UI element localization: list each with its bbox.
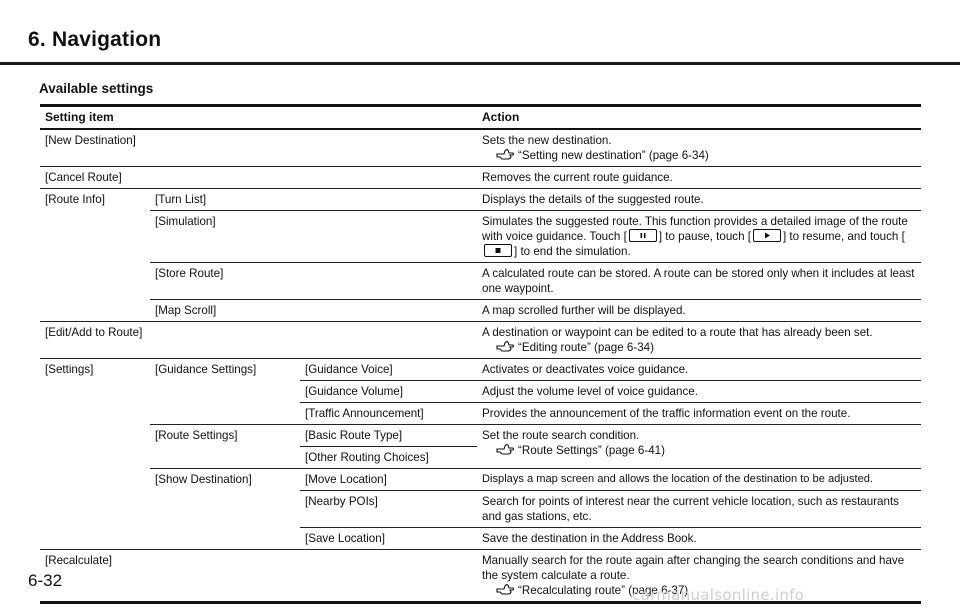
row-item: [New Destination] [45, 134, 136, 147]
row-item: [Recalculate] [40, 550, 477, 603]
row-action: Search for points of interest near the current vehicle location, such as restaurants and gas stations, etc. [477, 491, 921, 528]
row-subsubitem: [Guidance Volume] [300, 381, 477, 403]
row-subsubitem: [Move Location] [300, 469, 477, 491]
row-subsubitem: [Save Location] [300, 528, 477, 550]
row-action: A map scrolled further will be displayed. [477, 300, 921, 322]
row-action: Displays a map screen and allows the location of the destination to be adjusted. [477, 469, 921, 491]
row-subitem: [Show Destination] [150, 469, 300, 550]
row-action: Save the destination in the Address Book. [477, 528, 921, 550]
row-subitem: [Guidance Settings] [150, 359, 300, 425]
row-action: Manually search for the route again after changing the search conditions and have the system calculate a route. “Recalculating route” (page 6-37) [477, 550, 921, 603]
row-action: Activates or deactivates voice guidance. [477, 359, 921, 381]
pause-icon [629, 229, 657, 242]
table-row [40, 469, 921, 491]
row-action: Set the route search condition. “Route Settings” (page 6-41) [477, 425, 921, 469]
play-icon [753, 229, 781, 242]
cross-reference: “Recalculating route” (page 6-37) [482, 583, 916, 598]
table-row [40, 129, 921, 167]
row-action: A destination or waypoint can be edited to a route that has already been set. “Editing route” (page 6-34) [477, 322, 921, 359]
table-header-row [40, 106, 921, 130]
row-action: Provides the announcement of the traffic information event on the route. [477, 403, 921, 425]
table-row [40, 167, 921, 189]
row-subsubitem: [Nearby POIs] [300, 491, 477, 528]
column-header-setting: Setting item [40, 106, 477, 130]
row-item: [Cancel Route] [40, 167, 477, 189]
cross-reference: “Setting new destination” (page 6-34) [482, 148, 916, 163]
row-subsubitem: [Traffic Announcement] [300, 403, 477, 425]
row-subitem: [Map Scroll] [150, 300, 477, 322]
section-heading: Available settings [39, 81, 154, 96]
row-action: Sets the new destination. “Setting new destination” (page 6-34) [477, 129, 921, 167]
row-subitem: [Simulation] [150, 211, 477, 263]
header-divider [0, 62, 960, 65]
chapter-title: 6. Navigation [28, 28, 162, 51]
page-header [0, 0, 960, 62]
row-action: Simulates the suggested route. This function provides a detailed image of the route with voice guidance. Touch [ ] to pause, touch [ ] to resume, and touch [ ] to end the simulation. [477, 211, 921, 263]
row-subitem: [Store Route] [150, 263, 477, 300]
row-item: [Edit/Add to Route] [40, 322, 477, 359]
table-row [40, 263, 921, 300]
row-action: Displays the details of the suggested route. [477, 189, 921, 211]
row-item: [Route Info] [40, 189, 150, 322]
row-action: Removes the current route guidance. [477, 167, 921, 189]
column-header-action: Action [477, 106, 921, 130]
table-row [40, 189, 921, 211]
row-action: A calculated route can be stored. A route can be stored only when it includes at least one waypoint. [477, 263, 921, 300]
row-subitem: [Turn List] [150, 189, 477, 211]
table-row [40, 359, 921, 381]
row-subitem: [Route Settings] [150, 425, 300, 469]
settings-table [40, 104, 921, 604]
pointing-hand-icon [496, 148, 515, 161]
row-item: [Settings] [40, 359, 150, 550]
row-subsubitem: [Basic Route Type] [300, 425, 477, 447]
watermark: carmanualsonline.info [632, 586, 805, 604]
table-row [40, 211, 921, 263]
cross-reference: “Editing route” (page 6-34) [482, 340, 916, 355]
pointing-hand-icon [496, 583, 515, 596]
table-row [40, 425, 921, 447]
stop-icon [484, 244, 512, 257]
row-subsubitem: [Guidance Voice] [300, 359, 477, 381]
row-subsubitem: [Other Routing Choices] [300, 447, 477, 469]
page-number: 6-32 [28, 571, 63, 590]
pointing-hand-icon [496, 443, 515, 456]
table-row [40, 300, 921, 322]
cross-reference: “Route Settings” (page 6-41) [482, 443, 916, 458]
table-row [40, 322, 921, 359]
row-action: Adjust the volume level of voice guidance. [477, 381, 921, 403]
pointing-hand-icon [496, 340, 515, 353]
